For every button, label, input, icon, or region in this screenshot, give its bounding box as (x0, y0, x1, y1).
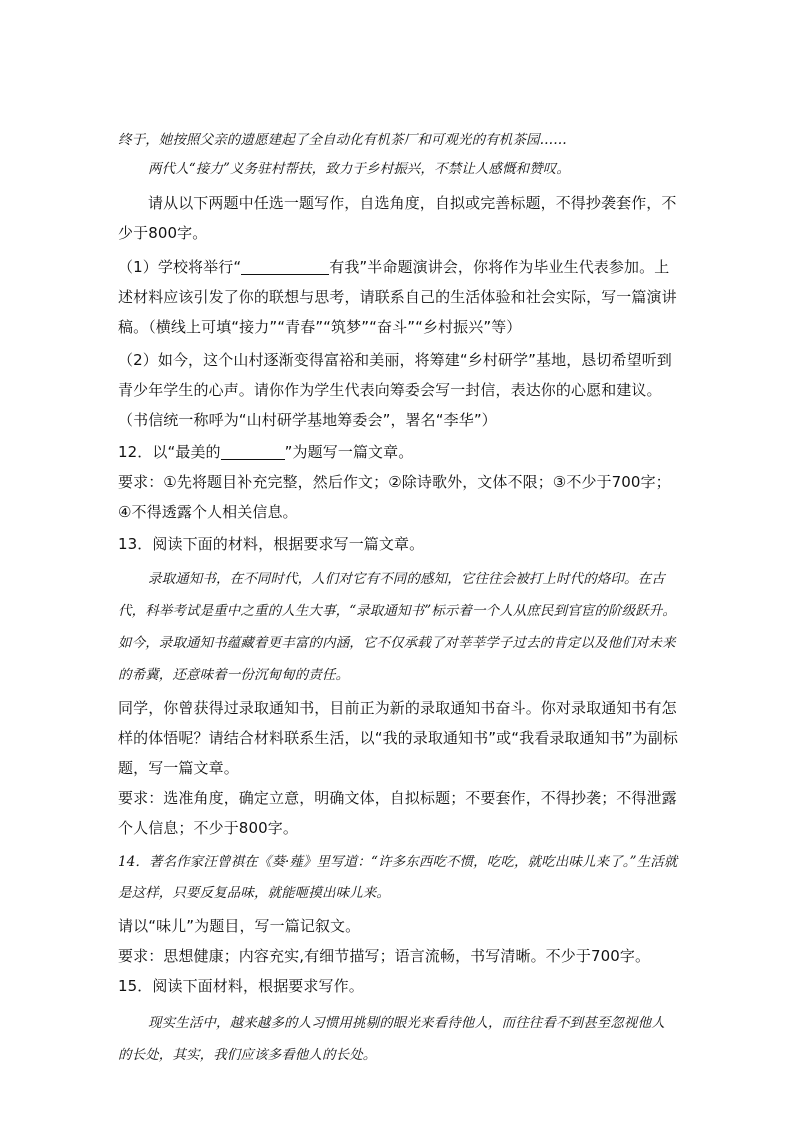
question-13-requirements: 要求：选准角度，确定立意，明确文体，自拟标题；不要套作，不得抄袭；不得泄露个人信息；不少于800字。 (118, 789, 677, 837)
fill-in-blank (221, 441, 285, 460)
paragraph-option-2: （2）如今，这个山村逐渐变得富裕和美丽，将筹建“乡村研学”基地，恳切希望听到青少年学生的心声。请你作为学生代表向筹委会写一封信，表达你的心愿和建议。（书信统一称呼为“山村研学基地筹委会”，署名“李华”） (118, 351, 672, 429)
option-1-prefix: （1）学校将举行“ (118, 258, 242, 276)
question-12-title (118, 437, 678, 467)
question-14-material: 14．著名作家汪曾祺在《葵·薤》里写道：“许多东西吃不惯，吃吃，就吃出味儿来了。”生活就是这样，只要反复品味，就能咂摸出味儿来。 (118, 854, 678, 901)
question-15-title: 15．阅读下面材料，根据要求写作。 (118, 977, 364, 995)
question-12-suffix: ”为题写一篇文章。 (284, 443, 414, 461)
question-14-prompt: 请以“味儿”为题目，写一篇记叙文。 (118, 917, 361, 935)
question-13-prompt: 同学，你曾获得过录取通知书，目前正为新的录取通知书奋斗。你对录取通知书有怎样的体悟呢？请结合材料联系生活，以“我的录取通知书”或“我看录取通知书”为副标题，写一篇文章。 (118, 699, 678, 777)
paragraph-tea-garden: 终于，她按照父亲的遗愿建起了全自动化有机茶厂和可观光的有机茶园…… (118, 132, 567, 148)
paragraph-two-generations: 两代人“接力”义务驻村帮扶，致力于乡村振兴，不禁让人感慨和赞叹。 (148, 161, 571, 177)
question-15-material: 现实生活中，越来越多的人习惯用挑剔的眼光来看待他人，而往往看不到甚至忽视他人的长处，其实，我们应该多看他人的长处。 (118, 1015, 665, 1063)
question-13-material: 录取通知书，在不同时代，人们对它有不同的感知，它往往会被打上时代的烙印。在古代，科举考试是重中之重的人生大事，“录取通知书”标示着一个人从庶民到官宦的阶级跃升。如今，录取通知书蕴藏着更丰富的内涵，它不仅承载了对莘莘学子过去的肯定以及他们对未来的希冀，还意味着一份沉甸甸的责任。 (118, 571, 677, 683)
question-12-prefix: 12．以“最美的 (118, 443, 221, 461)
question-14-requirements: 要求：思想健康；内容充实,有细节描写；语言流畅，书写清晰。不少于700字。 (118, 947, 651, 965)
paragraph-instructions: 请从以下两题中任选一题写作，自选角度，自拟或完善标题，不得抄袭套作，不少于800字。 (118, 194, 677, 242)
fill-in-blank (241, 256, 329, 275)
option-1-text: 有我”半命题演讲会，你将作为毕业生代表参加。上述材料应该引发了你的联想与思考，请联系自己的生活体验和社会实际，写一篇演讲稿。（横线上可填“接力”“青春”“筑梦”“奋斗”“乡村振兴”等） (118, 258, 677, 336)
question-12-requirements: 要求：①先将题目补充完整，然后作文；②除诗歌外，文体不限；③不少于700字；④不得透露个人相关信息。 (118, 473, 671, 521)
page-body (118, 126, 678, 1071)
question-13-title: 13．阅读下面的材料，根据要求写一篇文章。 (118, 535, 425, 553)
paragraph-option-1 (118, 252, 678, 342)
